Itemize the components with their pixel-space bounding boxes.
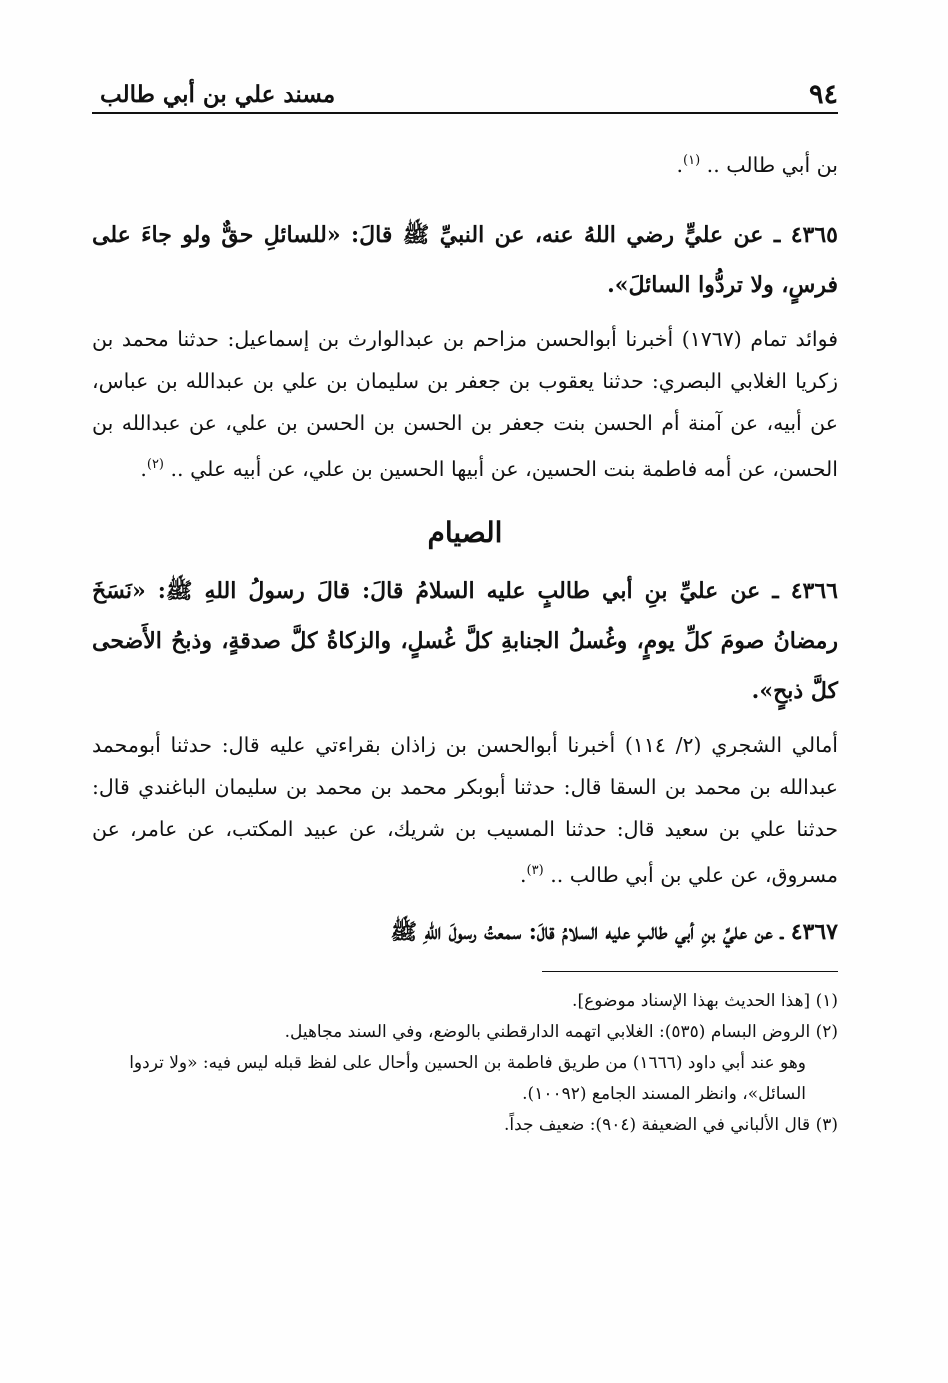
- book-page: [92, 78, 838, 1141]
- running-title: مسند علي بن أبي طالب: [100, 81, 336, 108]
- section-heading: الصيام: [427, 515, 503, 549]
- paragraph-3-text: أمالي الشجري (٢/ ١١٤) أخبرنا أبوالحسن بن زاذان بقراءتي عليه قال: حدثنا أبومحمد عبدالله بن محمد بن السقا قال: حدثنا أبوبكر محمد بن محمد بن سليمان الباغندي قال: حدثنا علي بن سعيد قال: حدثنا المسيب بن شريك، عن عبيد المكتب، عن عامر، عن مسروق، عن علي بن أبي طالب ..: [92, 732, 838, 887]
- paragraph-2: فوائد تمام (١٧٦٧) أخبرنا أبوالحسن مزاحم بن عبدالوارث بن إسماعيل: حدثنا محمد بن زكريا الغلابي البصري: حدثنا يعقوب بن جعفر بن سليمان بن علي بن عبدالله بن عباس، عن أبيه، عن آمنة أم الحسن بنت جعفر بن الحسن بن الحسن بن علي، عن عبدالله بن الحسن، عن أمه فاطمة بنت الحسين، عن أبيها الحسين بن علي، عن أبيه علي .. $^{(٢)}$.: [92, 326, 839, 481]
- footnote-ref-3: (٣): [526, 862, 544, 878]
- footnotes: [92, 986, 838, 1141]
- page-header: [92, 78, 838, 114]
- footnote-ref-2: (٢): [146, 456, 164, 472]
- footnote-2-continued: وهو عند أبي داود (١٦٦٦) من طريق فاطمة بن الحسين وأحال على لفظ قبله ليس فيه: «ولا تردوا السائل»، وانظر المسند الجامع (١٠٠٩٢).: [129, 1053, 806, 1105]
- footnote-2: (٢) الروض البسام (٥٣٥): الغلابي اتهمه الدارقطني بالوضع، وفي السند مجاهيل.: [284, 1022, 838, 1043]
- footnote-separator: [542, 971, 838, 972]
- footnote-3: (٣) قال الألباني في الضعيفة (٩٠٤): ضعيف جداً.: [503, 1115, 838, 1136]
- paragraph-1-text: بن أبي طالب ..: [700, 152, 838, 177]
- hadith-4367: ٤٣٦٧ ـ عن عليِّ بنِ أبي طالبٍ عليه السلامُ قالَ: سمعتُ رسولَ اللهِ ﷺ: [390, 919, 838, 946]
- footnote-ref-1: (١): [683, 153, 701, 168]
- paragraph-3: أمالي الشجري (٢/ ١١٤) أخبرنا أبوالحسن بن زاذان بقراءتي عليه قال: حدثنا أبومحمد عبدالله بن محمد بن السقا قال: حدثنا أبوبكر محمد بن محمد بن سليمان الباغندي قال: حدثنا علي بن سعيد قال: حدثنا المسيب بن شريك، عن عبيد المكتب، عن عامر، عن مسروق، عن علي بن أبي طالب .. $^{(٣)}$.: [92, 732, 838, 887]
- hadith-4365: ٤٣٦٥ ـ عن عليٍّ رضي اللهُ عنه، عن النبيِّ ﷺ قالَ: «للسائلِ حقٌّ ولو جاءَ على فرسٍ، ولا تردُّوا السائلَ».: [92, 221, 838, 298]
- hadith-4366: ٤٣٦٦ ـ عن عليِّ بنِ أبي طالبٍ عليه السلامُ قالَ: قالَ رسولُ اللهِ ﷺ: «نَسَخَ رمضانُ صومَ كلِّ يومٍ، وغُسلُ الجنابةِ كلَّ غُسلٍ، والزكاةُ كلَّ صدقةٍ، وذبحُ الأَضحى كلَّ ذبحٍ».: [92, 577, 838, 704]
- paragraph-1: بن أبي طالب .. $^{(١)}$.: [676, 152, 838, 177]
- footnote-1: (١) [هذا الحديث بهذا الإسناد موضوع].: [572, 991, 838, 1012]
- paragraph-2-text: فوائد تمام (١٧٦٧) أخبرنا أبوالحسن مزاحم بن عبدالوارث بن إسماعيل: حدثنا محمد بن زكريا الغلابي البصري: حدثنا يعقوب بن جعفر بن سليمان بن علي بن عبدالله بن عباس، عن أبيه، عن آمنة أم الحسن بنت جعفر بن الحسن بن الحسن بن علي، عن عبدالله بن الحسن، عن أمه فاطمة بنت الحسين، عن أبيها الحسين بن علي، عن أبيه علي ..: [92, 326, 839, 481]
- page-number: ٩٤: [808, 79, 838, 110]
